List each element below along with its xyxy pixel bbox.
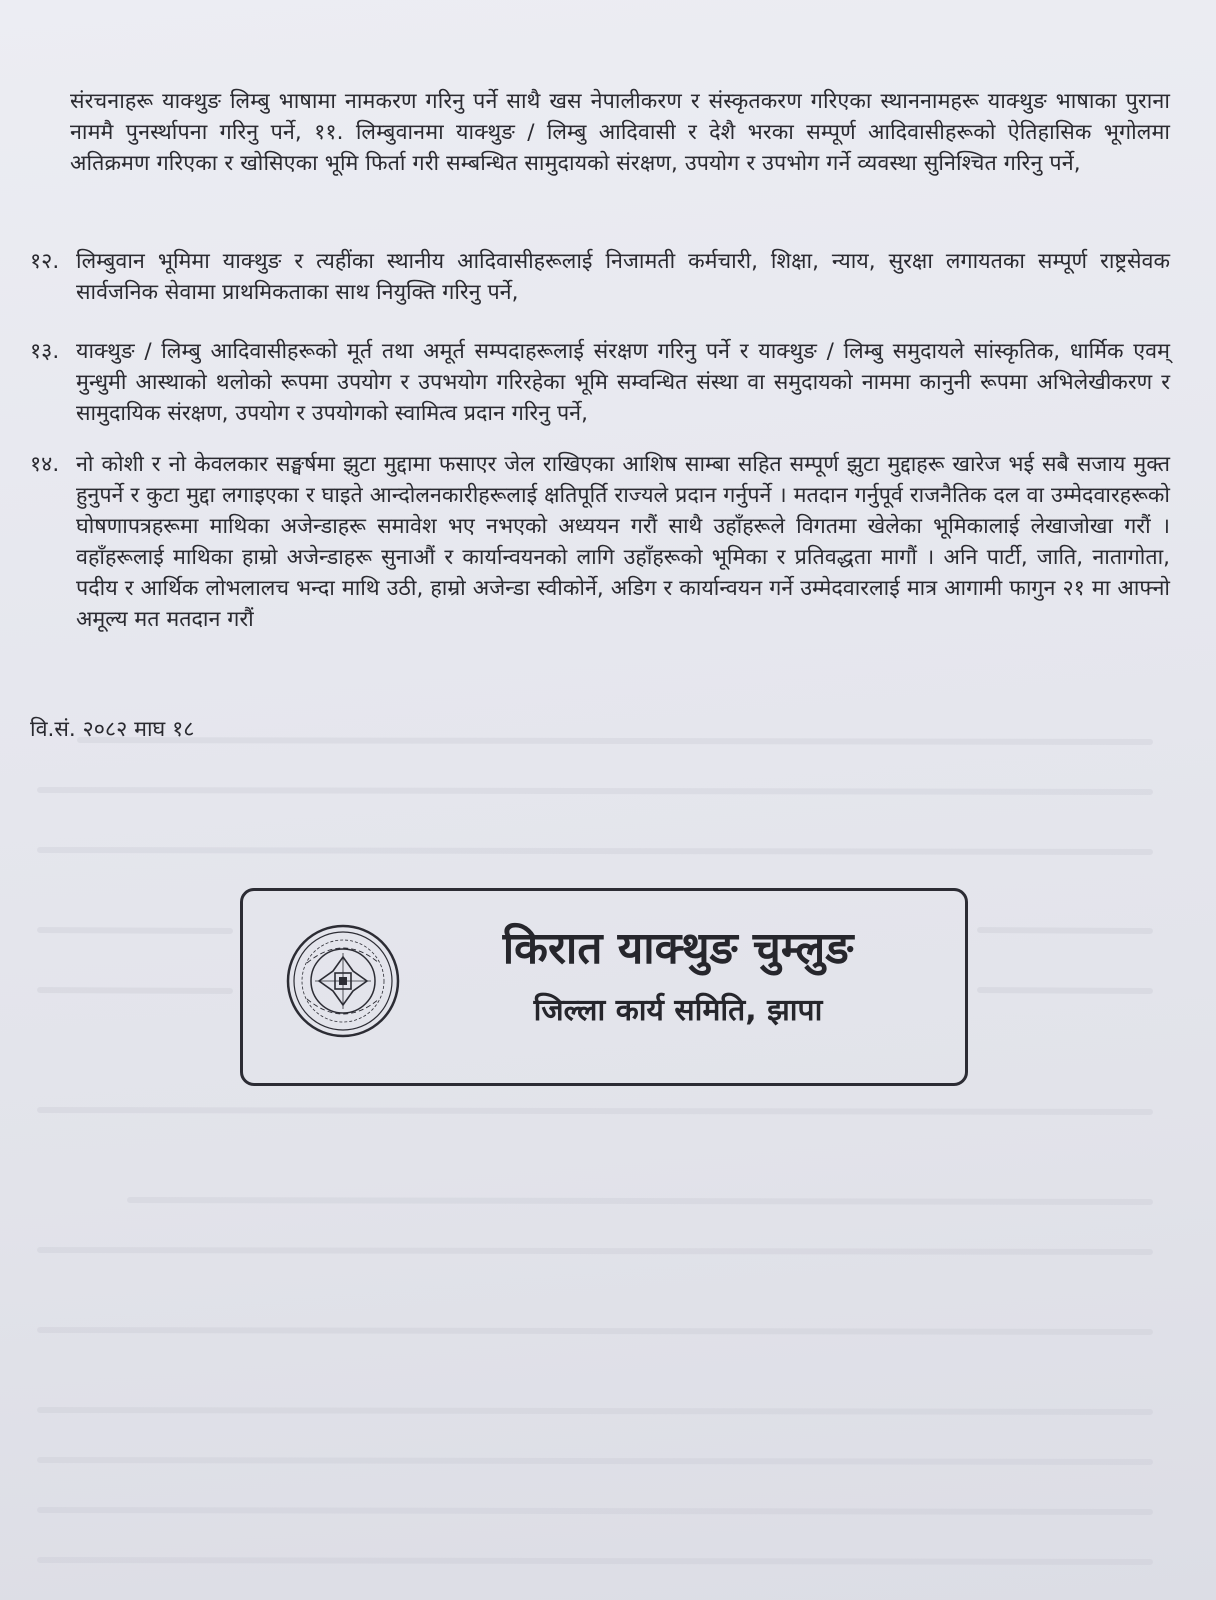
item-text: याक्थुङ / लिम्बु आदिवासीहरूको मूर्त तथा अमूर्त सम्पदाहरूलाई संरक्षण गरिनु पर्ने र याक्थुङ / लिम्बु समुदायले सांस्कृतिक, धार्मिक एवम् मुन्धुमी आस्थाको थलोको रूपमा उपयोग र उपभयोग गरिरहेका भूमि सम्वन्धित संस्था वा समुदायको नाममा कानुनी रूपमा अभिलेखीकरण र सामुदायिक संरक्षण, उपयोग र उपयोगको स्वामित्व प्रदान गरिनु पर्ने, (76, 339, 1170, 426)
item-text: लिम्बुवान भूमिमा याक्थुङ र त्यहींका स्थानीय आदिवासीहरूलाई निजामती कर्मचारी, शिक्षा, न्याय, सुरक्षा लगायतका सम्पूर्ण राष्ट्रसेवक सार्वजनिक सेवामा प्राथमिकताका साथ नियुक्ति गरिनु पर्ने, (76, 249, 1170, 305)
organization-seal-icon (285, 923, 401, 1039)
organization-stamp (240, 888, 968, 1086)
item-text: नो कोशी र नो केवलकार सङ्घर्षमा झुटा मुद्दामा फसाएर जेल राखिएका आशिष साम्बा सहित सम्पूर्ण झुटा मुद्दाहरू खारेज भई सबै सजाय मुक्त हुनुपर्ने र कुटा मुद्दा लगाइएका र घाइते आन्दोलनकारीहरूलाई क्षतिपूर्ति राज्यले प्रदान गर्नुपर्ने । मतदान गर्नुपूर्व राजनैतिक दल वा उम्मेदवारहरूको घोषणापत्रहरूमा माथिका अजेन्डाहरू समावेश भए नभएको अध्ययन गरौं साथै उहाँहरूले विगतमा खेलेका भूमिकालाई लेखाजोखा गरौं । वहाँहरूलाई माथिका हाम्रो अजेन्डाहरू सुनाऔं र कार्यान्वयनको लागि उहाँहरूको भूमिका र प्रतिवद्धता मागौं । अनि पार्टी, जाति, नातागोता, पदीय र आर्थिक लोभलालच भन्दा माथि उठी, हाम्रो अजेन्डा स्वीकोर्ने, अडिग र कार्यान्वयन गर्ने उम्मेदवारलाई मात्र आगामी फागुन २१ मा आफ्नो अमूल्य मत मतदान गरौं (76, 452, 1170, 632)
list-item (30, 336, 1170, 429)
item-number: १३. (30, 339, 60, 364)
item-number: १४. (30, 452, 60, 477)
list-item (30, 246, 1170, 308)
committee-name: जिल्ला कार्य समिति, झापा (533, 993, 823, 1028)
list-item (30, 449, 1170, 635)
intro-paragraph: संरचनाहरू याक्थुङ लिम्बु भाषामा नामकरण गरिनु पर्ने साथै खस नेपालीकरण र संस्कृतकरण गरिएका स्थाननामहरू याक्थुङ भाषाका पुराना नाममै पुनर्स्थापना गरिनु पर्ने, ११. लिम्बुवानमा याक्थुङ / लिम्बु आदिवासी र देशै भरका सम्पूर्ण आदिवासीहरूको ऐतिहासिक भूगोलमा अतिक्रमण गरिएका र खोसिएका भूमि फिर्ता गरी सम्बन्धित सामुदायको संरक्षण, उपयोग र उपभोग गर्ने व्यवस्था सुनिश्चित गरिनु पर्ने, (70, 89, 1170, 176)
organization-name: किरात याक्थुङ चुम्लुङ (502, 923, 854, 974)
item-number: १२. (30, 249, 60, 274)
document-date: वि.सं. २०८२ माघ १८ (30, 717, 195, 742)
